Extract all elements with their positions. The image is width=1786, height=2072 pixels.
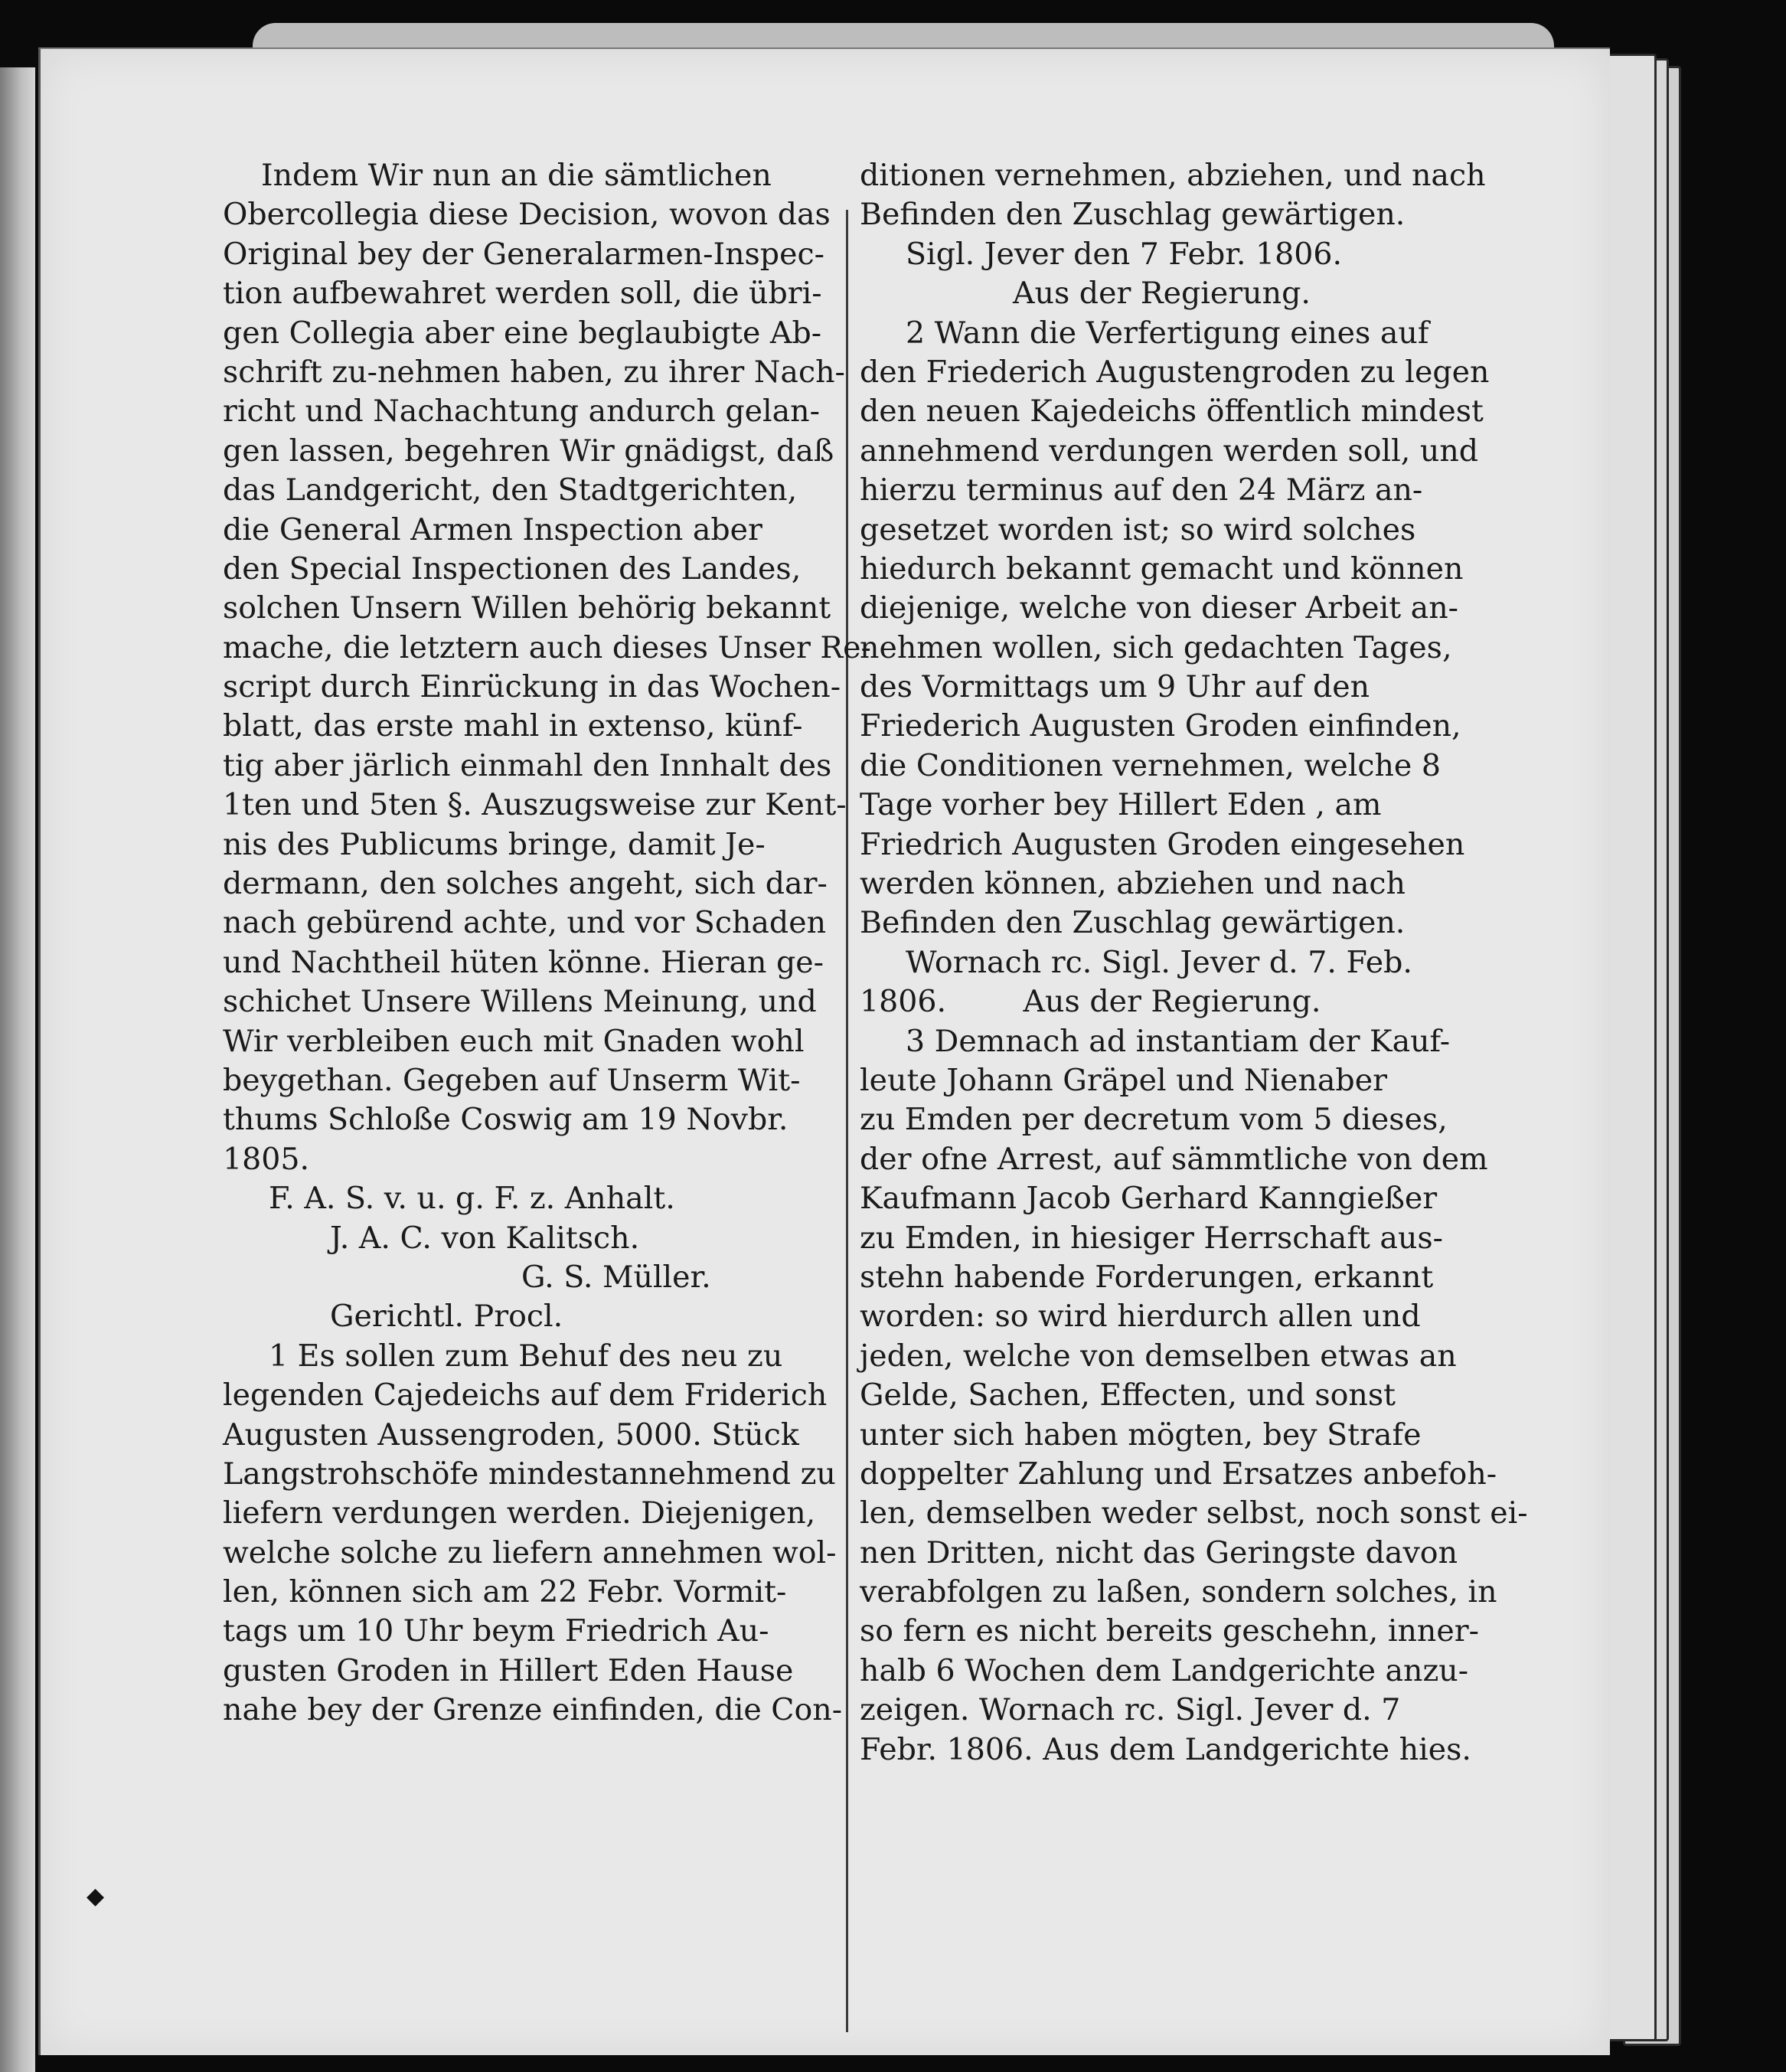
text-line: hierzu terminus auf den 24 März an- [860,472,1423,508]
text-line: 1ten und 5ten §. Auszugsweise zur Kent- [223,787,847,823]
text-line: Tage vorher bey Hillert Eden , am [860,787,1382,823]
text-line: Befinden den Zuschlag gewärtigen. [860,197,1406,233]
text-line: annehmend verdungen werden soll, und [860,433,1479,469]
text-line: gen lassen, begehren Wir gnädigst, daß [223,433,834,469]
text-line: die General Armen Inspection aber [223,511,762,547]
text-line: Original bey der Generalarmen-Inspec- [223,236,824,272]
text-line: leute Johann Gräpel und Nienaber [860,1062,1387,1098]
text-line: tion aufbewahret werden soll, die übri- [223,276,822,312]
text-line: Wornach rc. Sigl. Jever d. 7. Feb. [906,944,1412,980]
text-line: 1 Es sollen zum Behuf des neu zu [269,1338,783,1374]
text-line: so fern es nicht bereits geschehn, inner- [860,1613,1479,1649]
text-line: Gelde, Sachen, Effecten, und sonst [860,1378,1396,1413]
page-stack-edge [1605,54,1657,2041]
text-line: schrift zu-nehmen haben, zu ihrer Nach- [223,354,845,390]
text-line: nen Dritten, nicht das Geringste davon [860,1534,1458,1570]
text-line: tig aber järlich einmahl den Innhalt des [223,747,832,783]
text-line: Kaufmann Jacob Gerhard Kanngießer [860,1181,1438,1217]
text-line: thums Schloße Coswig am 19 Novbr. [223,1102,789,1138]
text-line: script durch Einrückung in das Wochen- [223,669,841,705]
text-line: die Conditionen vernehmen, welche 8 [860,747,1441,783]
signature-line: G. S. Müller. [521,1259,711,1295]
text-line: legenden Cajedeichs auf dem Friderich [223,1378,828,1413]
signature-line: F. A. S. v. u. g. F. z. Anhalt. [269,1181,675,1217]
text-line: 3 Demnach ad instantiam der Kauf- [906,1023,1451,1059]
text-line: blatt, das erste mahl in extenso, künf- [223,708,803,744]
text-line: ditionen vernehmen, abziehen, und nach [860,158,1486,193]
text-line: len, können sich am 22 Febr. Vormit- [223,1574,787,1610]
text-line: Obercollegia diese Decision, wovon das [223,197,831,233]
text-line: gesetzet worden ist; so wird solches [860,511,1416,547]
text-line: jeden, welche von demselben etwas an [860,1338,1457,1374]
text-line: des Vormittags um 9 Uhr auf den [860,669,1370,705]
text-line: liefern verdungen werden. Diejenigen, [223,1495,816,1531]
text-line: mache, die letztern auch dieses Unser Re- [223,629,871,665]
text-line: werden können, abziehen und nach [860,866,1406,902]
text-line: diejenige, welche von dieser Arbeit an- [860,590,1459,626]
text-line: nis des Publicums bringe, damit Je- [223,826,766,862]
text-line: unter sich haben mögten, bey Strafe [860,1417,1422,1453]
text-line: Augusten Aussengroden, 5000. Stück [223,1417,799,1453]
text-line: doppelter Zahlung und Ersatzes anbefoh- [860,1456,1497,1492]
facing-page-edge [0,67,35,2072]
text-line: Langstrohschöfe mindestannehmend zu [223,1456,836,1492]
text-line: richt und Nachachtung andurch gelan- [223,394,820,430]
text-line: Friedrich Augusten Groden eingesehen [860,826,1465,862]
text-line: zu Emden, in hiesiger Herrschaft aus- [860,1220,1444,1256]
text-line: den Friederich Augustengroden zu legen [860,354,1490,390]
signature-line: Aus der Regierung. [1013,276,1311,312]
text-line: len, demselben weder selbst, noch sonst ei- [860,1495,1528,1531]
text-line: zeigen. Wornach rc. Sigl. Jever d. 7 [860,1692,1401,1728]
text-line: 2 Wann die Verfertigung eines auf [906,315,1429,351]
right-column [860,156,1541,1770]
signature-line: J. A. C. von Kalitsch. [330,1220,640,1256]
text-line: Wir verbleiben euch mit Gnaden wohl [223,1023,805,1059]
text-line: zu Emden per decretum vom 5 dieses, [860,1102,1448,1138]
text-line: tags um 10 Uhr beym Friedrich Au- [223,1613,769,1649]
left-column [223,156,880,1730]
signature-line: 1806. Aus der Regierung. [860,984,1321,1020]
text-line: den neuen Kajedeichs öffentlich mindest [860,394,1484,430]
text-line: den Special Inspectionen des Landes, [223,551,802,587]
text-line: gen Collegia aber eine beglaubigte Ab- [223,315,822,351]
text-line: das Landgericht, den Stadtgerichten, [223,472,798,508]
text-line: nahe bey der Grenze einfinden, die Con- [223,1692,843,1728]
text-line: nehmen wollen, sich gedachten Tages, [860,629,1452,665]
text-line: worden: so wird hierdurch allen und [860,1299,1421,1335]
text-line: Febr. 1806. Aus dem Landgerichte hies. [860,1731,1471,1767]
text-line: Friederich Augusten Groden einfinden, [860,708,1461,744]
signature-line: Sigl. Jever den 7 Febr. 1806. [906,236,1343,272]
text-line: gusten Groden in Hillert Eden Hause [223,1652,794,1688]
text-line: nach gebürend achte, und vor Schaden [223,905,827,941]
text-line: beygethan. Gegeben auf Unserm Wit- [223,1062,801,1098]
text-line: Befinden den Zuschlag gewärtigen. [860,905,1406,941]
printed-page [38,47,1610,2055]
section-heading: Gerichtl. Procl. [330,1299,563,1335]
text-line: stehn habende Forderungen, erkannt [860,1259,1434,1295]
text-line: solchen Unsern Willen behörig bekannt [223,590,831,626]
margin-diamond-mark: ◆ [87,1883,105,1910]
text-line: 1805. [223,1141,310,1177]
text-line: schichet Unsere Willens Meinung, und [223,984,817,1020]
text-line: Indem Wir nun an die sämtlichen [261,158,772,193]
text-line: welche solche zu liefern annehmen wol- [223,1534,837,1570]
text-line: halb 6 Wochen dem Landgerichte anzu- [860,1652,1469,1688]
text-line: hiedurch bekannt gemacht und können [860,551,1464,587]
text-line: verabfolgen zu laßen, sondern solches, in [860,1574,1497,1610]
text-line: dermann, den solches angeht, sich dar- [223,866,828,902]
text-line: der ofne Arrest, auf sämmtliche von dem [860,1141,1488,1177]
text-line: und Nachtheil hüten könne. Hieran ge- [223,944,824,980]
